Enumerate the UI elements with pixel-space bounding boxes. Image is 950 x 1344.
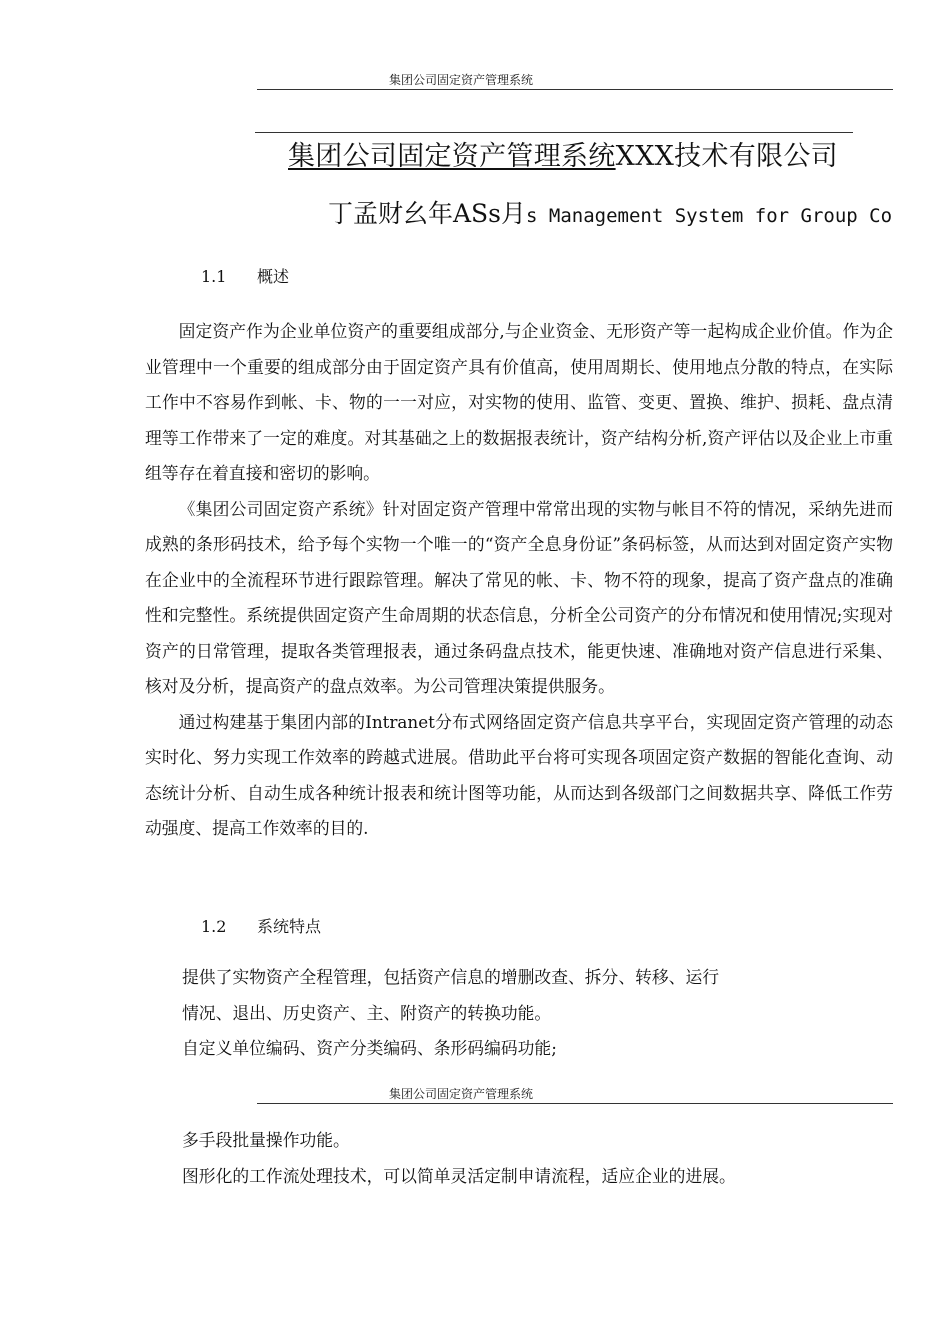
- document-title: [288, 140, 838, 174]
- page-header-text: 集团公司固定资产管理系统: [389, 1087, 534, 1101]
- page-header-text: 集团公司固定资产管理系统: [389, 73, 534, 87]
- section-number: 1.1: [201, 267, 227, 286]
- paragraph: 通过构建基于集团内部的Intranet分布式网络固定资产信息共享平台，实现固定资产管理的动态实时化、努力实现工作效率的跨越式进展。借助此平台将可实现各项固定资产数据的智能化查询、动态统计分析、自动生成各种统计报表和统计图等功能，从而达到各级部门之间数据共享、降低工作劳动强度、提高工作效率的目的.: [145, 711, 893, 838]
- title-rule: [255, 132, 853, 133]
- subtitle-cjk: 丁孟财幺年ASs月: [328, 199, 527, 228]
- subtitle-latin: s Management System for Group Co: [526, 205, 893, 227]
- document-subtitle: [328, 198, 892, 232]
- list-item: 自定义单位编码、资产分类编码、条形码编码功能;: [182, 1038, 557, 1058]
- section-body-overview: [145, 314, 893, 847]
- feature-list: [182, 960, 719, 1067]
- section-number: 1.2: [201, 917, 227, 936]
- paragraph: 《集团公司固定资产系统》针对固定资产管理中常常出现的实物与帐目不符的情况，采纳先进而成熟的条形码技术，给予每个实物一个唯一的“资产全息身份证”条码标签，从而达到对固定资产实物在企业中的全流程环节进行跟踪管理。解决了常见的帐、卡、物不符的现象，提高了资产盘点的准确性和完整性。系统提供固定资产生命周期的状态信息，分析全公司资产的分布情况和使用情况;实现对资产的日常管理，提取各类管理报表，通过条码盘点技术，能更快速、准确地对资产信息进行采集、核对及分析，提高资产的盘点效率。为公司管理决策提供服务。: [145, 498, 893, 696]
- list-item: 图形化的工作流处理技术，可以简单灵活定制申请流程，适应企业的进展。: [182, 1165, 736, 1186]
- section-heading-overview: [201, 266, 289, 288]
- section-heading-features: [201, 916, 321, 938]
- paragraph: 固定资产作为企业单位资产的重要组成部分,与企业资金、无形资产等一起构成企业价值。作为企业管理中一个重要的组成部分由于固定资产具有价值高，使用周期长、使用地点分散的特点，在实际工作中不容易作到帐、卡、物的一一对应，对实物的使用、监管、变更、置换、维护、损耗、盘点清理等工作带来了一定的难度。对其基础之上的数据报表统计，资产结构分析,资产评估以及企业上市重组等存在着直接和密切的影响。: [145, 321, 893, 483]
- list-item: 提供了实物资产全程管理，包括资产信息的增删改查、拆分、转移、运行: [182, 967, 720, 987]
- section-title: 概述: [257, 267, 290, 286]
- list-item: 情况、退出、历史资产、主、附资产的转换功能。: [182, 1002, 552, 1023]
- feature-list-continued: [182, 1123, 736, 1194]
- title-company: XXX技术有限公司: [615, 141, 838, 172]
- page-header: [257, 1087, 893, 1104]
- list-item: 多手段批量操作功能。: [182, 1130, 350, 1150]
- page-header: [257, 73, 893, 90]
- title-underlined: 集团公司固定资产管理系统: [288, 141, 616, 172]
- section-title: 系统特点: [257, 917, 322, 936]
